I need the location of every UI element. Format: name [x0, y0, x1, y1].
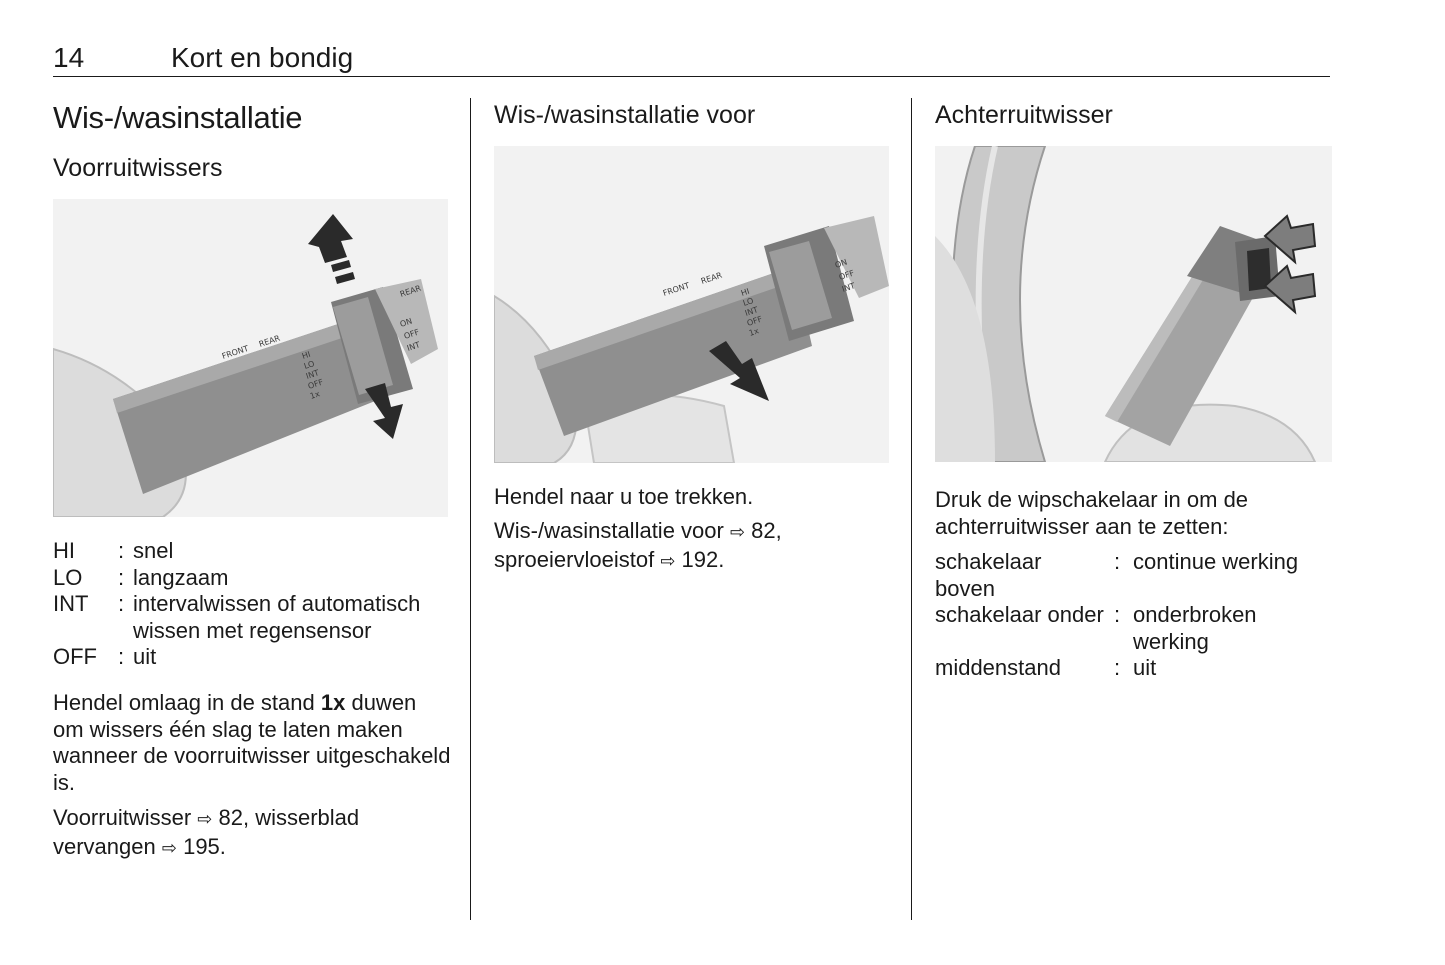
pos-hi-label: HI [300, 349, 312, 361]
pos-int-label: INT [304, 368, 321, 381]
page-ref-link[interactable]: 82 [751, 518, 776, 543]
page-header [53, 40, 1330, 77]
pos-hi-label: HI [739, 286, 751, 298]
column-divider-2 [911, 98, 912, 920]
page-ref-link[interactable]: 82 [218, 805, 243, 830]
definition-row [53, 644, 448, 671]
definition-term: HI [53, 538, 75, 563]
pos-lo-label: LO [741, 296, 755, 308]
pos-int-label: INT [743, 305, 760, 318]
bold-run: 1x [320, 690, 346, 715]
section-title: Wis-/wasinstallatie voor [494, 101, 756, 129]
definition-colon: : [1113, 655, 1121, 680]
text-run: Wis-/wasinstallatie voor [494, 518, 730, 543]
definition-desc: langzaam [133, 564, 229, 590]
page-ref-link[interactable]: 195 [183, 833, 220, 859]
definition-row [935, 602, 1332, 655]
column-divider-1 [470, 98, 471, 920]
rear-off-label: OFF [837, 268, 856, 282]
front-wiper-lever-illustration [53, 199, 448, 517]
definition-term: schakelaar boven [935, 549, 1042, 601]
rear-ring-label: REAR [398, 283, 423, 299]
page-ref-icon: ⇨ [197, 809, 213, 830]
definition-term: middenstand [935, 655, 1061, 680]
rear-on-label: ON [833, 257, 849, 270]
section-title: Wis-/wasinstallatie [53, 100, 303, 135]
rear-wiper-positions [935, 549, 1332, 682]
definition-colon: : [117, 591, 125, 616]
reference-paragraph [53, 805, 448, 862]
definition-term: OFF [53, 644, 97, 669]
definition-desc: snel [133, 538, 174, 563]
rear-label: REAR [699, 270, 724, 286]
pos-1x-label: 1x [308, 389, 321, 401]
one-stroke-paragraph [53, 690, 451, 796]
washer-lever-illustration [494, 146, 889, 463]
section-title: Achterruitwisser [935, 101, 1113, 129]
text-run: . [219, 833, 226, 859]
definition-desc: onderbroken werking [1133, 602, 1257, 654]
chapter-title: Kort en bondig [171, 42, 354, 73]
text-run: duwen om wissers één slag te laten maken wanneer de voorruitwisser uitgeschakeld is. [53, 690, 451, 795]
definition-colon: : [117, 644, 125, 669]
text-run: . [718, 546, 725, 572]
page-number: 14 [53, 42, 85, 73]
definition-row [53, 591, 448, 644]
rear-int-label: INT [405, 340, 422, 353]
rear-int-label: INT [840, 281, 857, 294]
definition-desc: continue werking [1133, 549, 1299, 574]
definition-colon: : [117, 564, 125, 590]
text-run: , sproeiervloeistof [494, 518, 782, 572]
rear-wiper-intro: Druk de wipschakelaar in om de achterruitwisser aan te zetten: [935, 487, 1249, 539]
definition-desc: intervalwissen of automatisch wissen met regensensor [133, 591, 421, 643]
definition-row [935, 655, 1332, 682]
text-run: Voorruitwisser [53, 805, 198, 830]
definition-term: INT [53, 591, 89, 616]
text-run: , wisserblad vervangen [53, 805, 360, 859]
definition-colon: : [1113, 602, 1121, 627]
subsection-title: Voorruitwissers [53, 154, 223, 182]
pos-lo-label: LO [302, 359, 316, 371]
definition-desc: uit [1133, 655, 1157, 680]
page-ref-icon: ⇨ [161, 837, 177, 859]
definition-row [53, 538, 448, 565]
rear-on-label: ON [398, 316, 414, 329]
text-run: Hendel omlaag in de stand [53, 690, 321, 715]
pos-off-label: OFF [745, 314, 764, 328]
definition-term: schakelaar onder [935, 602, 1104, 627]
definition-term: LO [53, 564, 83, 590]
front-wiper-positions [53, 538, 448, 671]
definition-row [53, 565, 448, 592]
reference-paragraph [494, 518, 889, 575]
pos-1x-label: 1x [747, 326, 760, 338]
page-ref-icon: ⇨ [660, 550, 676, 572]
page-ref-icon: ⇨ [729, 522, 746, 543]
rear-wiper-switch-illustration [935, 146, 1332, 462]
pos-off-label: OFF [306, 377, 325, 391]
rear-label: REAR [257, 333, 282, 349]
definition-row [935, 549, 1332, 602]
definition-colon: : [117, 538, 125, 563]
definition-desc: uit [133, 644, 157, 669]
front-label: FRONT [661, 280, 691, 298]
rear-off-label: OFF [402, 327, 421, 341]
page-ref-link[interactable]: 192 [681, 546, 719, 572]
pull-lever-instruction: Hendel naar u toe trekken. [494, 484, 754, 509]
definition-colon: : [1113, 549, 1121, 574]
front-label: FRONT [220, 343, 250, 361]
